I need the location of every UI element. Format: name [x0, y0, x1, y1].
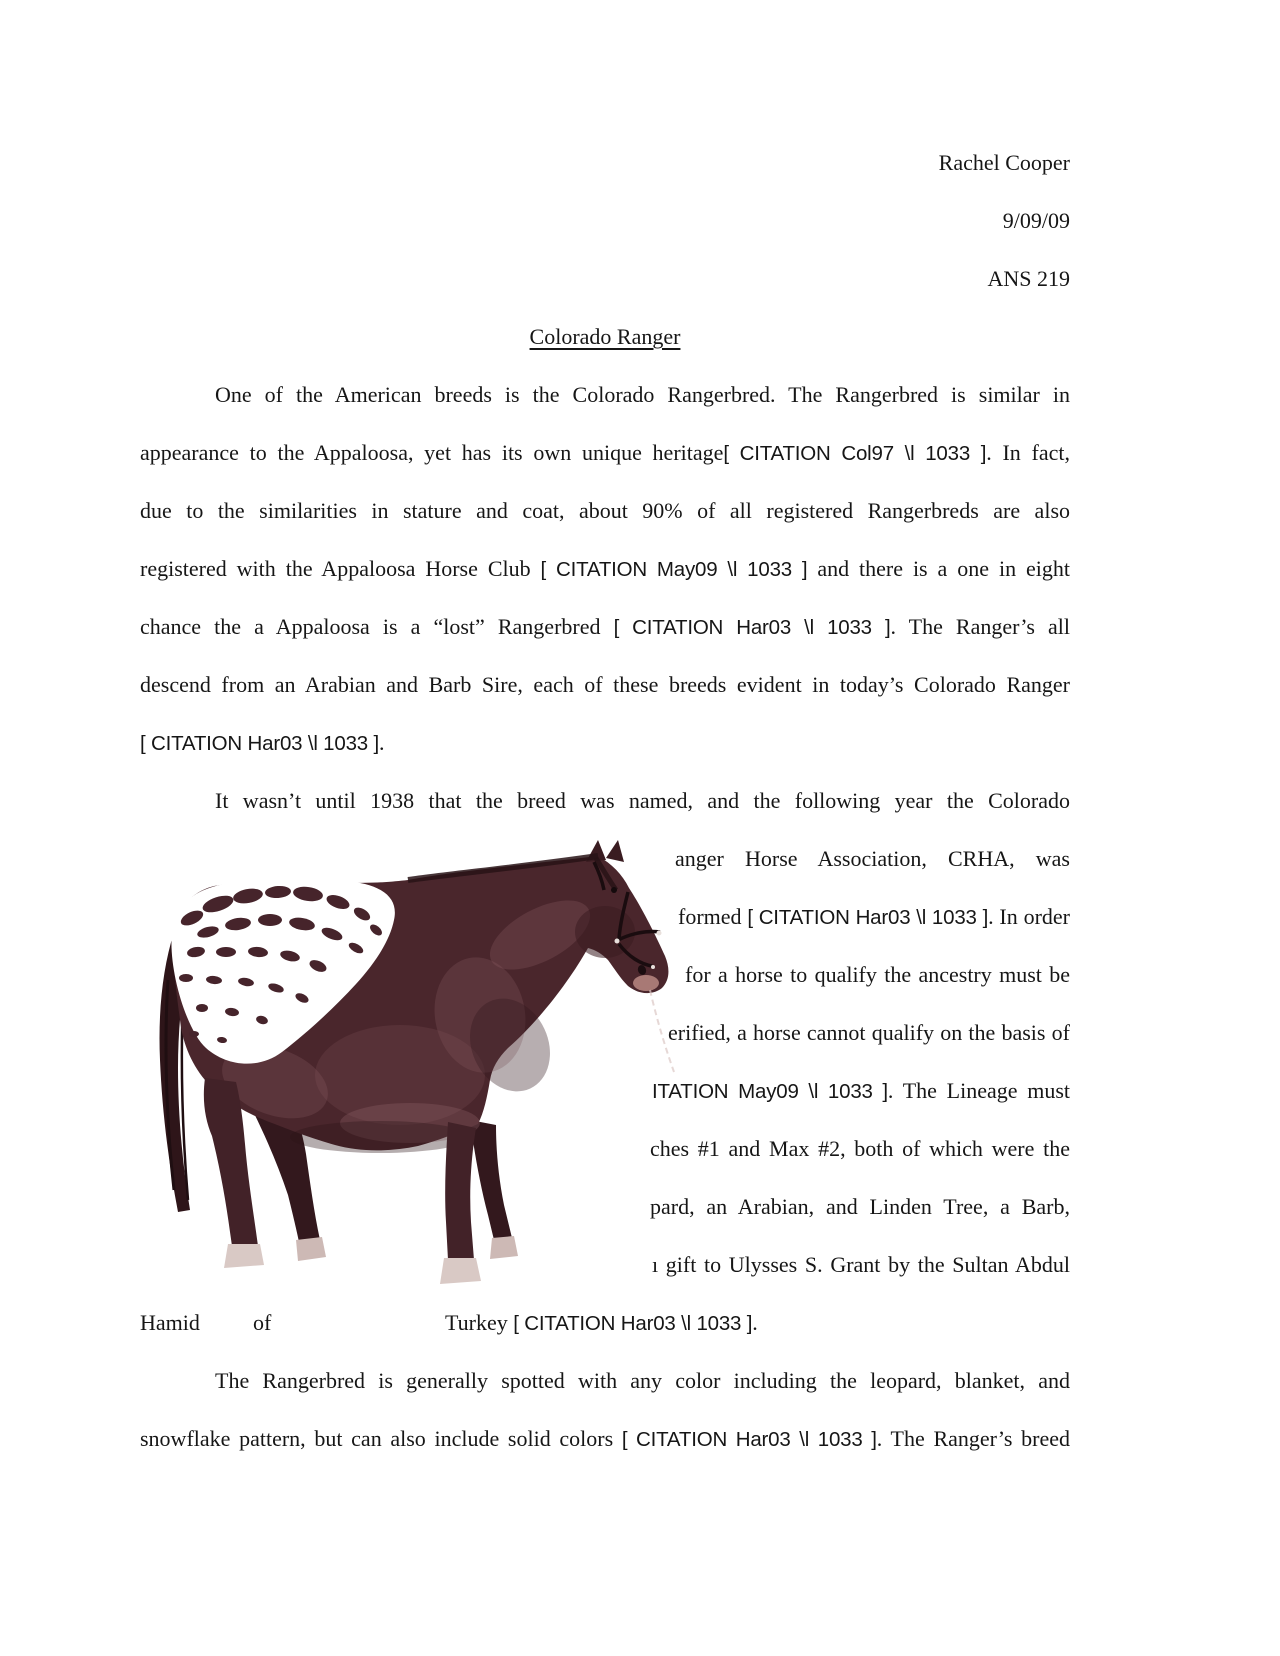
citation-field: ITATION May09 \l 1033 ] — [652, 1080, 888, 1103]
text-line: for a horse to qualify the ancestry must be — [685, 962, 1070, 987]
text-line: ches #1 and Max #2, both of which were the — [650, 1136, 1070, 1161]
text-line: [ CITATION Har03 \l 1033 ]. — [140, 730, 385, 755]
citation-field: [ CITATION Har03 \l 1033 ] — [747, 906, 989, 929]
text-line: registered with the Appaloosa Horse Club [ CITATION May09 \l 1033 ] and there is a one in eight — [140, 556, 1070, 581]
text-line: Hamid of Turkey [ CITATION Har03 \l 1033 ]. — [140, 1310, 758, 1335]
text-line: erified, a horse cannot qualify on the basis of — [668, 1020, 1070, 1045]
text-line: One of the American breeds is the Colorado Rangerbred. The Rangerbred is similar in — [215, 382, 1070, 407]
horse-illustration — [160, 840, 674, 1284]
citation-field: [ CITATION Har03 \l 1033 ] — [613, 616, 891, 639]
citation-field: [ CITATION Har03 \l 1033 ] — [513, 1312, 753, 1335]
text-line: pard, an Arabian, and Linden Tree, a Barb, — [650, 1194, 1070, 1219]
text-line: snowflake pattern, but can also include solid colors [ CITATION Har03 \l 1033 ]. The Ranger’s breed — [140, 1426, 1070, 1451]
text-line: chance the a Appaloosa is a “lost” Rangerbred [ CITATION Har03 \l 1033 ]. The Ranger’s all — [140, 614, 1070, 639]
text-line: ı gift to Ulysses S. Grant by the Sultan Abdul — [652, 1252, 1070, 1277]
header-course: ANS 219 — [987, 266, 1070, 291]
text-line: formed [ CITATION Har03 \l 1033 ]. In order — [678, 904, 1070, 929]
text-line: descend from an Arabian and Barb Sire, each of these breeds evident in today’s Colorado Ranger — [140, 672, 1070, 697]
page-title-text: Colorado Ranger — [529, 324, 681, 349]
text-line: The Rangerbred is generally spotted with any color including the leopard, blanket, and — [215, 1368, 1070, 1393]
citation-field: [ CITATION May09 \l 1033 ] — [540, 558, 808, 581]
citation-field: [ CITATION Har03 \l 1033 ] — [140, 732, 379, 755]
header-author: Rachel Cooper — [938, 150, 1070, 175]
text-line: appearance to the Appaloosa, yet has its own unique heritage[ CITATION Col97 \l 1033 ]. In fact, — [140, 440, 1070, 465]
citation-field: [ CITATION Col97 \l 1033 ] — [723, 442, 987, 465]
text-line: ITATION May09 \l 1033 ]. The Lineage must — [652, 1078, 1070, 1103]
page-title — [140, 308, 1070, 366]
header-date: 9/09/09 — [1002, 208, 1070, 233]
text-line: due to the similarities in stature and coat, about 90% of all registered Rangerbreds are also — [140, 498, 1070, 523]
text-line: anger Horse Association, CRHA, was — [675, 846, 1070, 871]
text-line: It wasn’t until 1938 that the breed was named, and the following year the Colorado — [215, 788, 1070, 813]
horse-photo[interactable] — [150, 840, 675, 1292]
citation-field: [ CITATION Har03 \l 1033 ] — [621, 1428, 877, 1451]
